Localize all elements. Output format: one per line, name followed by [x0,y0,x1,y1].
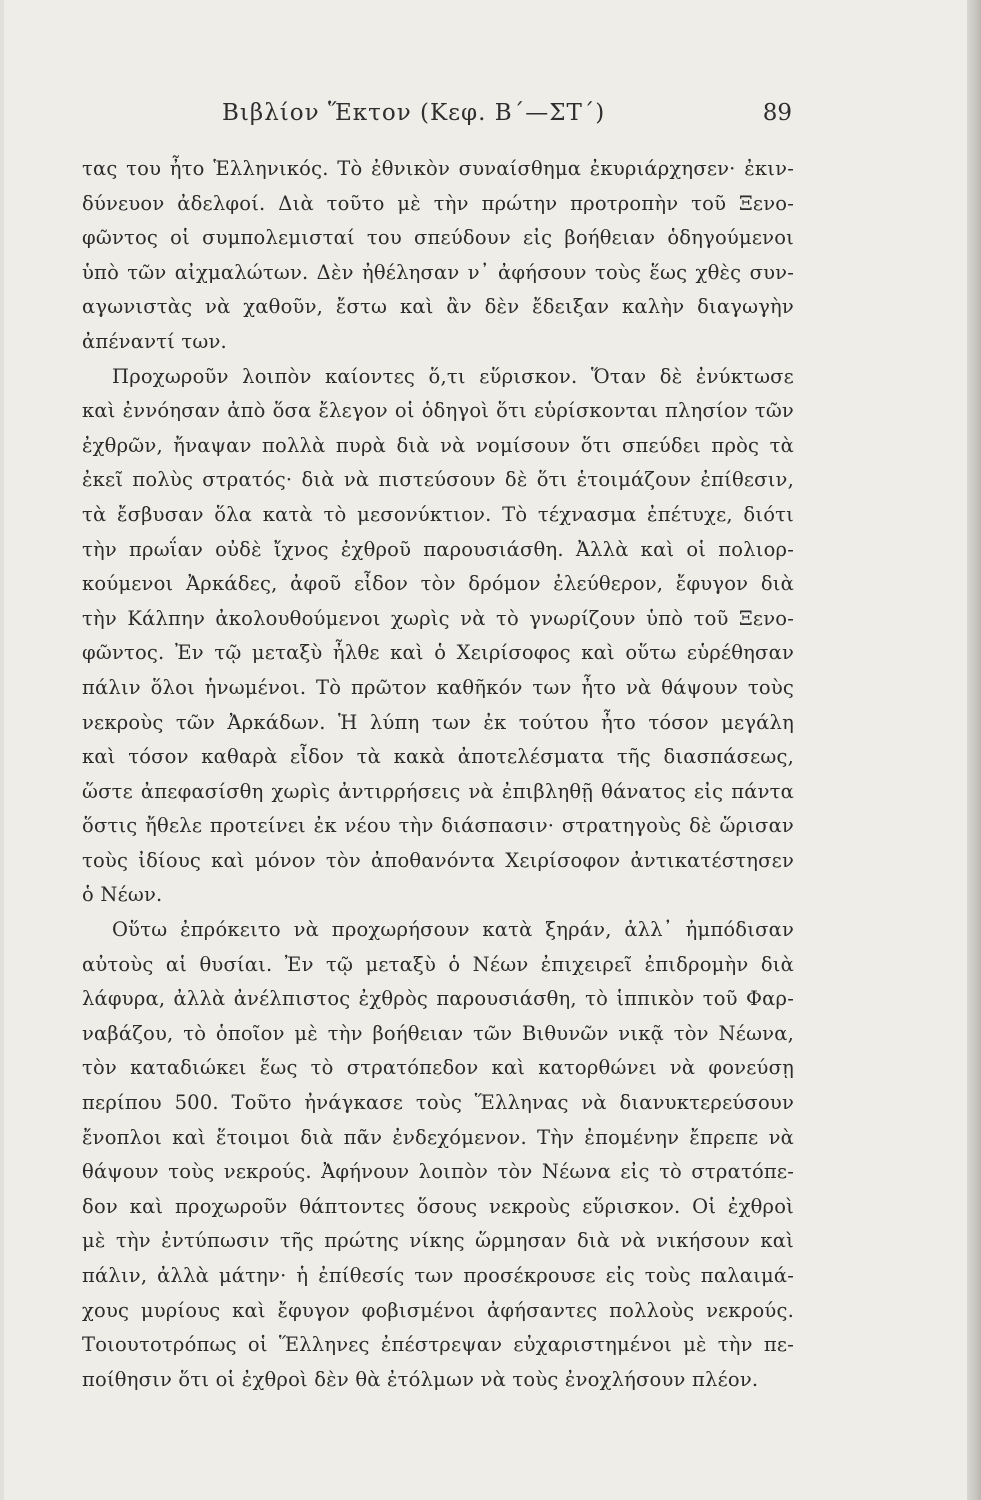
text-line: τοὺς ἰδίους καὶ μόνον τὸν ἀποθανόντα Χειρίσοφον ἀντικατέστησεν [82,848,794,872]
page-edge-left [0,0,4,1500]
text-line: αγωνιστὰς νὰ χαθοῦν, ἔστω καὶ ἂν δὲν ἔδειξαν καλὴν διαγωγὴν [82,295,794,319]
running-header [82,100,802,136]
text-line: τὰ ἔσβυσαν ὅλα κατὰ τὸ μεσονύκτιον. Τὸ τέχνασμα ἐπέτυχε, διότι [82,502,794,526]
text-line: Οὕτω ἐπρόκειτο νὰ προχωρήσουν κατὰ ξηράν, ἀλλ᾽ ἠμπόδισαν [112,918,794,942]
text-line: δον καὶ προχωροῦν θάπτοντες ὅσους νεκροὺς εὕρισκον. Οἱ ἐχθροὶ [82,1194,794,1218]
text-line: ἔνοπλοι καὶ ἕτοιμοι διὰ πᾶν ἐνδεχόμενον. Τὴν ἐπομένην ἔπρεπε νὰ [82,1125,794,1149]
text-line: τὴν Κάλπην ἀκολουθούμενοι χωρὶς νὰ τὸ γνωρίζουν ὑπὸ τοῦ Ξενο- [82,606,794,630]
text-line: τας του ἦτο Ἑλληνικός. Τὸ ἐθνικὸν συναίσθημα ἐκυριάρχησεν· ἐκιν- [82,157,794,180]
body-text [82,152,794,1397]
text-line: κούμενοι Ἀρκάδες, ἀφοῦ εἶδον τὸν δρόμον ἐλεύθερον, ἔφυγον διὰ [82,572,794,596]
text-line: πάλιν, ἀλλὰ μάτην· ἡ ἐπίθεσίς των προσέκρουσε εἰς τοὺς παλαιμά- [82,1264,794,1287]
text-line: ὑπὸ τῶν αἰχμαλώτων. Δὲν ἠθέλησαν ν᾽ ἀφήσουν τοὺς ἕως χθὲς συν- [82,260,794,284]
text-line: πάλιν ὅλοι ἡνωμένοι. Τὸ πρῶτον καθῆκόν των ἦτο νὰ θάψουν τοὺς [82,675,794,699]
text-line: ἐχθρῶν, ἤναψαν πολλὰ πυρὰ διὰ νὰ νομίσουν ὅτι σπεύδει πρὸς τὰ [82,433,794,457]
text-line: τὸν καταδιώκει ἕως τὸ στρατόπεδον καὶ κατορθώνει νὰ φονεύσῃ [82,1056,794,1080]
text-line: ὁ Νέων. [82,883,163,907]
text-line: μὲ τὴν ἐντύπωσιν τῆς πρώτης νίκης ὥρμησαν διὰ νὰ νικήσουν καὶ [82,1229,794,1253]
text-line: ποίθησιν ὅτι οἱ ἐχθροὶ δὲν θὰ ἐτόλμων νὰ τοὺς ἐνοχλήσουν πλέον. [82,1367,759,1391]
text-line: χους μυρίους καὶ ἔφυγον φοβισμένοι ἀφήσαντες πολλοὺς νεκρούς. [82,1298,794,1322]
text-line: τὴν πρωΐαν οὐδὲ ἴχνος ἐχθροῦ παρουσιάσθη. Ἀλλὰ καὶ οἱ πολιορ- [82,537,794,561]
text-line: νεκροὺς τῶν Ἀρκάδων. Ἡ λύπη των ἐκ τούτου ἦτο τόσον μεγάλη [82,710,794,734]
text-line: περίπου 500. Τοῦτο ἠνάγκασε τοὺς Ἕλληνας νὰ διανυκτερεύσουν [82,1091,794,1115]
text-line: ὥστε ἀπεφασίσθη χωρὶς ἀντιρρήσεις νὰ ἐπιβληθῇ θάνατος εἰς πάντα [82,779,794,803]
page-edge-right [967,0,981,1500]
page-number: 89 [762,100,792,126]
running-title: Βιβλίον Ἕκτον (Κεφ. Β΄—ΣΤ΄) [222,100,606,126]
text-line: φῶντος. Ἐν τῷ μεταξὺ ἦλθε καὶ ὁ Χειρίσοφος καὶ οὕτω εὑρέθησαν [82,641,794,665]
text-line: Τοιουτοτρόπως οἱ Ἕλληνες ἐπέστρεψαν εὐχαριστημένοι μὲ τὴν πε- [82,1333,794,1357]
text-line: δύνευον ἀδελφοί. Διὰ τοῦτο μὲ τὴν πρώτην προτροπὴν τοῦ Ξενο- [82,191,794,215]
text-line: ὅστις ἤθελε προτείνει ἐκ νέου τὴν διάσπασιν· στρατηγοὺς δὲ ὥρισαν [82,814,794,838]
text-line: ἀπέναντί των. [82,329,227,353]
text-line: φῶντος οἱ συμπολεμισταί του σπεύδουν εἰς βοήθειαν ὁδηγούμενοι [82,226,794,250]
text-line: καὶ ἐννόησαν ἀπὸ ὅσα ἔλεγον οἱ ὁδηγοὶ ὅτι εὑρίσκονται πλησίον τῶν [82,399,794,423]
text-line: ἐκεῖ πολὺς στρατός· διὰ νὰ πιστεύσουν δὲ ὅτι ἑτοιμάζουν ἐπίθεσιν, [82,468,794,492]
text-line: λάφυρα, ἀλλὰ ἀνέλπιστος ἐχθρὸς παρουσιάσθη, τὸ ἱππικὸν τοῦ Φαρ- [82,987,794,1011]
text-line: αὐτοὺς αἱ θυσίαι. Ἐν τῷ μεταξὺ ὁ Νέων ἐπιχειρεῖ ἐπιδρομὴν διὰ [82,952,794,976]
text-line: καὶ τόσον καθαρὰ εἶδον τὰ κακὰ ἀποτελέσματα τῆς διασπάσεως, [82,745,794,769]
text-line: θάψουν τοὺς νεκρούς. Ἀφήνουν λοιπὸν τὸν Νέωνα εἰς τὸ στρατόπε- [82,1160,794,1184]
text-line: ναβάζου, τὸ ὁποῖον μὲ τὴν βοήθειαν τῶν Βιθυνῶν νικᾷ τὸν Νέωνα, [82,1021,794,1045]
text-line: Προχωροῦν λοιπὸν καίοντες ὅ,τι εὕρισκον. Ὅταν δὲ ἐνύκτωσε [112,364,794,388]
